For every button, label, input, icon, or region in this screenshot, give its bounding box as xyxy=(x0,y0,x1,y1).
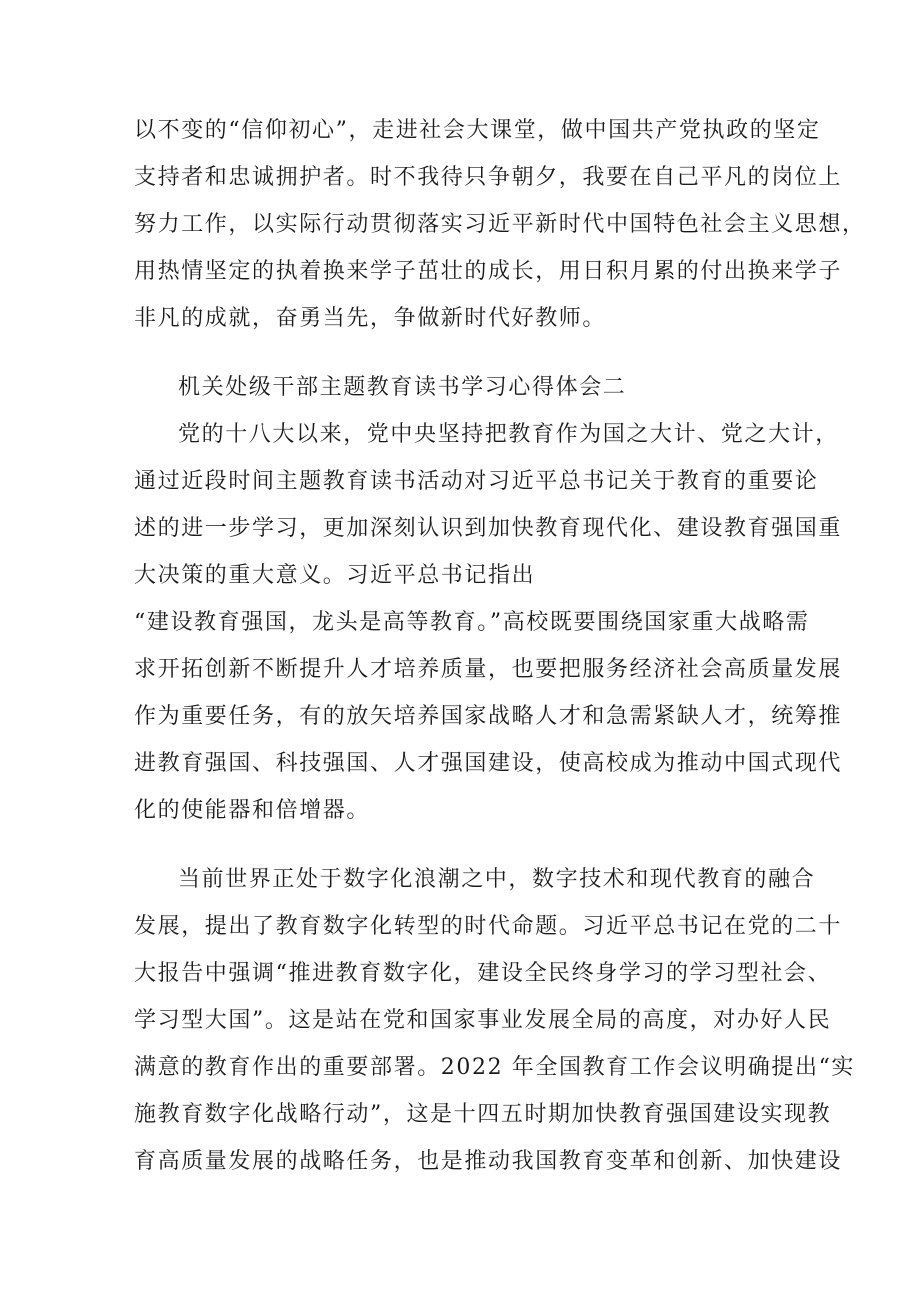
text-line: 用热情坚定的执着换来学子茁壮的成长，用日积月累的付出换来学子 xyxy=(134,259,843,284)
text-line: 以不变的“信仰初心”，走进社会大课堂，做中国共产党执政的坚定 xyxy=(134,118,821,143)
text-line: 化的使能器和倍增器。 xyxy=(134,798,371,823)
text-line: 非凡的成就，奋勇当先，争做新时代好教师。 xyxy=(134,306,607,331)
section-heading: 机关处级干部主题教育读书学习心得体会二 xyxy=(178,375,627,400)
text-line: 求开拓创新不断提升人才培养质量，也要把服务经济社会高质量发展 xyxy=(134,657,843,682)
text-line: 党的十八大以来，党中央坚持把教育作为国之大计、党之大计， xyxy=(178,422,839,447)
text-line: 满意的教育作出的重要部署。2022 年全国教育工作会议明确提出“实 xyxy=(134,1055,856,1080)
text-line: 大报告中强调“推进教育数字化，建设全民终身学习的学习型社会、 xyxy=(134,961,832,986)
text-line: 大决策的重大意义。习近平总书记指出 xyxy=(134,563,536,588)
text-line: 当前世界正处于数字化浪潮之中，数字技术和现代教育的融合 xyxy=(178,867,816,892)
text-line: 努力工作，以实际行动贯彻落实习近平新时代中国特色社会主义思想， xyxy=(134,212,866,237)
text-line: 支持者和忠诚拥护者。时不我待只争朝夕，我要在自己平凡的岗位上 xyxy=(134,165,843,190)
text-line: “建设教育强国，龙头是高等教育。”高校既要围绕国家重大战略需 xyxy=(134,610,810,635)
text-line: 作为重要任务，有的放矢培养国家战略人才和急需紧缺人才，统筹推 xyxy=(134,704,843,729)
text-line: 发展，提出了教育数字化转型的时代命题。习近平总书记在党的二十 xyxy=(134,914,843,939)
text-line: 育高质量发展的战略任务，也是推动我国教育变革和创新、加快建设 xyxy=(134,1149,843,1174)
text-line: 述的进一步学习，更加深刻认识到加快教育现代化、建设教育强国重 xyxy=(134,516,843,541)
text-line: 施教育数字化战略行动”，这是十四五时期加快教育强国建设实现教 xyxy=(134,1102,832,1127)
text-line: 通过近段时间主题教育读书活动对习近平总书记关于教育的重要论 xyxy=(134,469,819,494)
text-line: 进教育强国、科技强国、人才强国建设，使高校成为推动中国式现代 xyxy=(134,751,843,776)
text-line: 学习型大国”。这是站在党和国家事业发展全局的高度，对办好人民 xyxy=(134,1008,832,1033)
